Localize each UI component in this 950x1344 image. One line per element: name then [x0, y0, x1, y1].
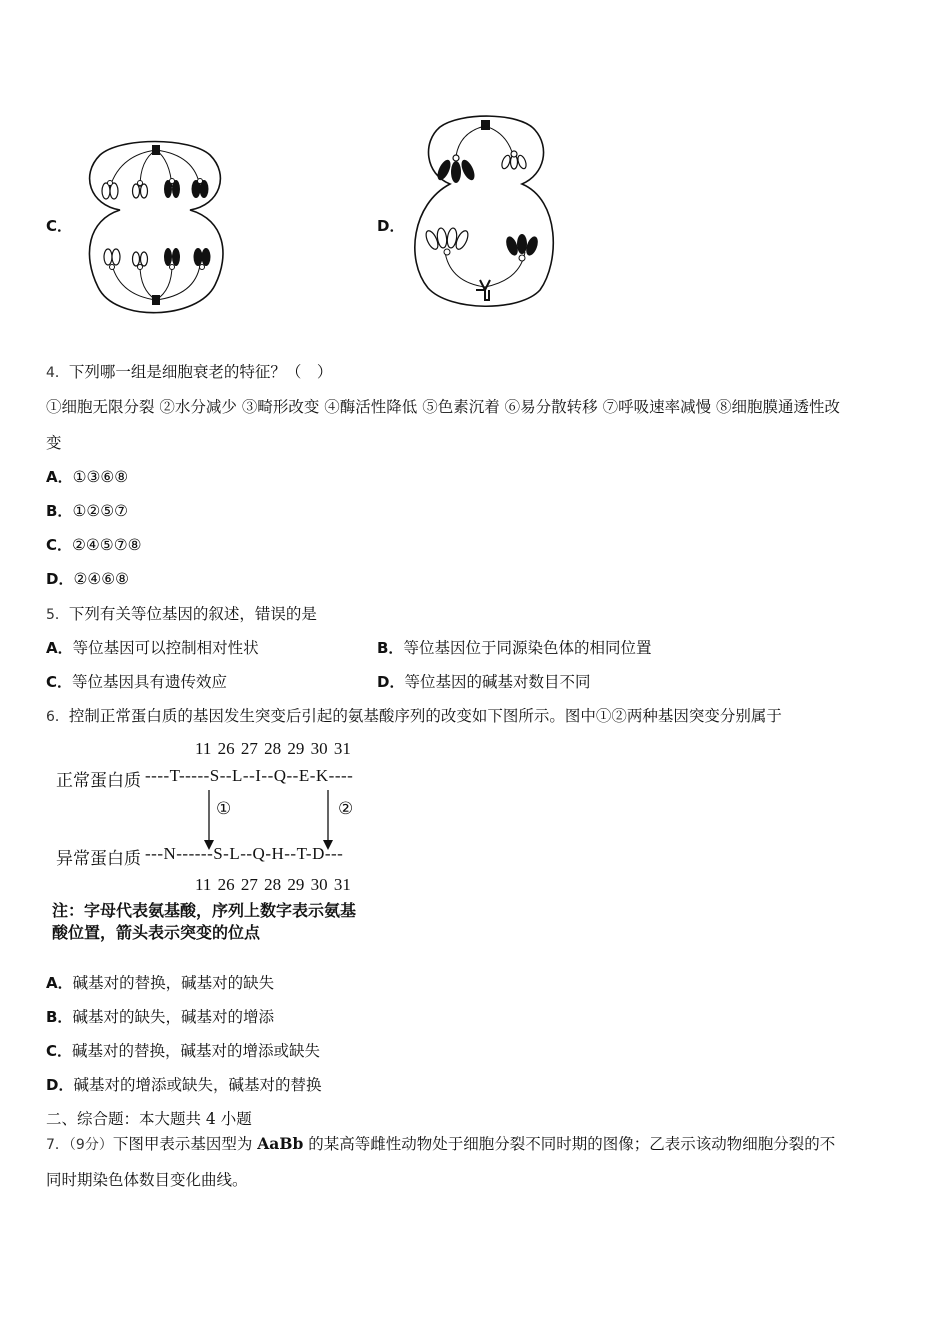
option-text: 等位基因可以控制相对性状: [72, 639, 259, 657]
abnormal-protein-label: 异常蛋白质: [56, 849, 141, 868]
option-text: 碱基对的缺失，碱基对的增添: [72, 1008, 274, 1026]
option-text: ②④⑤⑦⑧: [72, 536, 142, 554]
mutation-mark-1: ①: [216, 799, 232, 818]
option-letter: B．: [46, 502, 73, 520]
q4-option-b[interactable]: [46, 500, 128, 521]
question-5-stem: [46, 602, 317, 624]
option-letter: A．: [46, 639, 73, 657]
option-letter: A．: [46, 974, 73, 992]
option-letter: D．: [46, 1076, 74, 1094]
option-text: 碱基对的替换，碱基对的增添或缺失: [72, 1042, 321, 1060]
option-letter: D．: [46, 570, 74, 588]
option-letter: A．: [46, 468, 73, 486]
option-text: 等位基因具有遗传效应: [72, 673, 228, 691]
option-text: 等位基因的碱基对数目不同: [404, 673, 591, 691]
question-number: 5．: [46, 607, 69, 623]
figure-note-line2: 酸位置，箭头表示突变的位点: [52, 923, 261, 942]
q5-option-b[interactable]: [377, 636, 651, 658]
option-text: ①②⑤⑦: [72, 502, 129, 520]
q5-option-d[interactable]: [377, 670, 590, 692]
option-letter: C．: [46, 1042, 73, 1060]
question-6-stem: [46, 704, 782, 726]
question-number: 4．: [46, 365, 69, 381]
q4-option-a[interactable]: [46, 466, 128, 487]
question-4-stem: [46, 360, 332, 382]
q4-option-d[interactable]: [46, 568, 129, 589]
option-text: ①③⑥⑧: [72, 468, 129, 486]
question-number: 6．: [46, 709, 69, 725]
stem-text: 下图甲表示基因型为: [112, 1135, 258, 1153]
q6-option-a[interactable]: [46, 971, 274, 993]
option-text: 碱基对的增添或缺失，碱基对的替换: [73, 1076, 322, 1094]
option-letter: C．: [46, 673, 73, 691]
mutation-mark-2: ②: [338, 799, 354, 818]
abnormal-protein-sequence: ---N------S-L--Q-H--T-D---: [145, 844, 344, 863]
section-2-heading: 二、综合题：本大题共 4 小题: [46, 1110, 252, 1128]
option-letter: B．: [377, 639, 404, 657]
q5-option-a[interactable]: [46, 636, 259, 658]
option-c-label: C．: [46, 217, 73, 235]
bottom-position-numbers: 11 26 27 28 29 30 31: [195, 875, 351, 894]
option-text: 等位基因位于同源染色体的相同位置: [403, 639, 652, 657]
question-number: 7．: [46, 1137, 69, 1153]
genotype: AaBb: [257, 1134, 304, 1153]
normal-protein-sequence: ----T-----S--L--I--Q--E-K----: [145, 766, 354, 785]
option-text: ②④⑥⑧: [73, 570, 130, 588]
option-letter: C．: [46, 536, 73, 554]
normal-protein-label: 正常蛋白质: [56, 771, 141, 790]
cell-division-figure-d: [410, 112, 560, 312]
option-d-label: D．: [377, 217, 405, 235]
option-letter: D．: [377, 673, 405, 691]
cell-division-figure-c: [80, 135, 230, 335]
question-4-items-line1: ①细胞无限分裂 ②水分减少 ③畸形改变 ④酶活性降低 ⑤色素沉着 ⑥易分散转移 ⑦呼吸速率减慢 ⑧细胞膜通透性改: [46, 398, 840, 416]
stem-text: 下列有关等位基因的叙述，错误的是: [68, 605, 317, 623]
q5-option-c[interactable]: [46, 670, 227, 692]
stem-text: 的某高等雌性动物处于细胞分裂不同时期的图像；乙表示该动物细胞分裂的不: [303, 1135, 836, 1153]
option-text: 碱基对的替换，碱基对的缺失: [72, 974, 275, 992]
q4-option-c[interactable]: [46, 534, 142, 555]
q6-option-b[interactable]: [46, 1005, 274, 1027]
question-7-line2: 同时期染色体数目变化曲线。: [46, 1171, 248, 1189]
stem-text: 控制正常蛋白质的基因发生突变后引起的氨基酸序列的改变如下图所示。图中①②两种基因突变分别属于: [68, 707, 782, 725]
question-score: （9分）: [68, 1137, 113, 1153]
top-position-numbers: 11 26 27 28 29 30 31: [195, 739, 351, 758]
q6-option-d[interactable]: [46, 1073, 321, 1095]
option-letter: B．: [46, 1008, 73, 1026]
figure-note-line1: 注：字母代表氨基酸，序列上数字表示氨基: [52, 901, 357, 920]
q6-option-c[interactable]: [46, 1039, 320, 1061]
stem-text: 下列哪一组是细胞衰老的特征？（ ）: [68, 363, 333, 381]
question-4-items-line2: 变: [46, 434, 62, 452]
question-7-line1: [46, 1132, 835, 1154]
